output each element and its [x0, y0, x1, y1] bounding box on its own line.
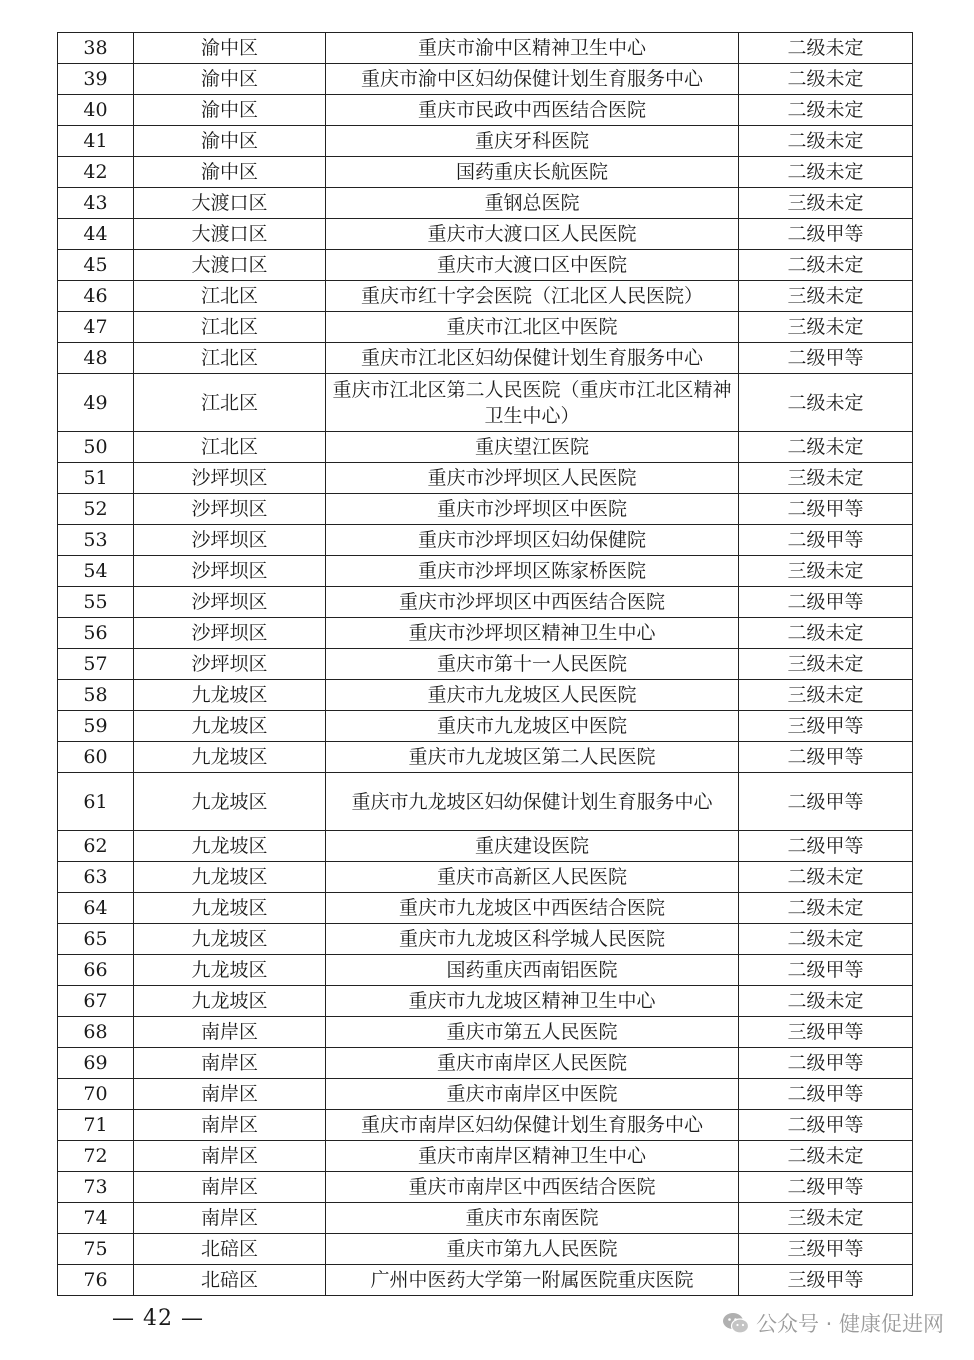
hospital-name-cell: 重庆市南岸区中医院 [326, 1079, 739, 1110]
grade-cell: 二级未定 [739, 374, 913, 432]
grade-cell: 二级未定 [739, 64, 913, 95]
grade-cell: 二级甲等 [739, 219, 913, 250]
district-cell: 南岸区 [134, 1203, 326, 1234]
district-cell: 渝中区 [134, 33, 326, 64]
hospital-name-cell: 国药重庆长航医院 [326, 157, 739, 188]
table-row [58, 831, 913, 862]
grade-cell: 二级未定 [739, 618, 913, 649]
hospital-name-cell: 重庆市江北区中医院 [326, 312, 739, 343]
district-cell: 九龙坡区 [134, 773, 326, 831]
grade-cell: 二级甲等 [739, 955, 913, 986]
hospital-name-cell: 国药重庆西南铝医院 [326, 955, 739, 986]
table-row [58, 742, 913, 773]
row-number-cell: 66 [58, 955, 134, 986]
row-number-cell: 71 [58, 1110, 134, 1141]
district-cell: 沙坪坝区 [134, 494, 326, 525]
hospital-name-cell: 重庆市渝中区妇幼保健计划生育服务中心 [326, 64, 739, 95]
hospital-name-cell: 重庆市九龙坡区中医院 [326, 711, 739, 742]
table-row [58, 986, 913, 1017]
table-row [58, 312, 913, 343]
row-number-cell: 57 [58, 649, 134, 680]
hospital-name-cell: 重庆牙科医院 [326, 126, 739, 157]
hospital-name-cell: 重庆市九龙坡区人民医院 [326, 680, 739, 711]
grade-cell: 三级未定 [739, 1203, 913, 1234]
row-number-cell: 39 [58, 64, 134, 95]
district-cell: 江北区 [134, 432, 326, 463]
district-cell: 九龙坡区 [134, 831, 326, 862]
row-number-cell: 62 [58, 831, 134, 862]
row-number-cell: 45 [58, 250, 134, 281]
grade-cell: 三级未定 [739, 281, 913, 312]
hospital-name-cell: 重庆市九龙坡区精神卫生中心 [326, 986, 739, 1017]
table-row [58, 343, 913, 374]
district-cell: 沙坪坝区 [134, 556, 326, 587]
district-cell: 渝中区 [134, 95, 326, 126]
watermark-text: 公众号 · 健康促进网 [755, 1312, 944, 1336]
grade-cell: 三级未定 [739, 188, 913, 219]
district-cell: 九龙坡区 [134, 893, 326, 924]
district-cell: 九龙坡区 [134, 955, 326, 986]
hospital-name-cell: 重庆建设医院 [326, 831, 739, 862]
row-number-cell: 47 [58, 312, 134, 343]
hospital-name-cell: 重庆市江北区第二人民医院（重庆市江北区精神卫生中心） [326, 374, 739, 432]
hospital-name-cell: 重庆市南岸区精神卫生中心 [326, 1141, 739, 1172]
district-cell: 江北区 [134, 343, 326, 374]
table-row [58, 618, 913, 649]
table-row [58, 95, 913, 126]
district-cell: 渝中区 [134, 157, 326, 188]
district-cell: 沙坪坝区 [134, 463, 326, 494]
grade-cell: 二级甲等 [739, 773, 913, 831]
table-row [58, 157, 913, 188]
hospital-name-cell: 重庆望江医院 [326, 432, 739, 463]
hospital-name-cell: 重庆市沙坪坝区人民医院 [326, 463, 739, 494]
district-cell: 大渡口区 [134, 188, 326, 219]
district-cell: 南岸区 [134, 1079, 326, 1110]
row-number-cell: 68 [58, 1017, 134, 1048]
row-number-cell: 53 [58, 525, 134, 556]
hospital-name-cell: 重庆市江北区妇幼保健计划生育服务中心 [326, 343, 739, 374]
table-row [58, 711, 913, 742]
district-cell: 沙坪坝区 [134, 618, 326, 649]
row-number-cell: 52 [58, 494, 134, 525]
hospital-name-cell: 重庆市沙坪坝区中医院 [326, 494, 739, 525]
row-number-cell: 73 [58, 1172, 134, 1203]
grade-cell: 三级未定 [739, 463, 913, 494]
district-cell: 九龙坡区 [134, 742, 326, 773]
hospital-name-cell: 重庆市九龙坡区中西医结合医院 [326, 893, 739, 924]
district-cell: 渝中区 [134, 126, 326, 157]
row-number-cell: 70 [58, 1079, 134, 1110]
table-row [58, 955, 913, 986]
grade-cell: 二级未定 [739, 250, 913, 281]
grade-cell: 二级未定 [739, 924, 913, 955]
row-number-cell: 40 [58, 95, 134, 126]
table-row [58, 1079, 913, 1110]
row-number-cell: 51 [58, 463, 134, 494]
table-row [58, 64, 913, 95]
grade-cell: 二级甲等 [739, 343, 913, 374]
hospital-name-cell: 重庆市第五人民医院 [326, 1017, 739, 1048]
row-number-cell: 59 [58, 711, 134, 742]
grade-cell: 二级未定 [739, 33, 913, 64]
table-row [58, 1048, 913, 1079]
table-row [58, 680, 913, 711]
hospital-table [57, 32, 913, 1296]
district-cell: 九龙坡区 [134, 862, 326, 893]
hospital-name-cell: 重庆市沙坪坝区陈家桥医院 [326, 556, 739, 587]
row-number-cell: 49 [58, 374, 134, 432]
table-row [58, 374, 913, 432]
hospital-name-cell: 重庆市南岸区中西医结合医院 [326, 1172, 739, 1203]
grade-cell: 二级甲等 [739, 742, 913, 773]
grade-cell: 三级甲等 [739, 711, 913, 742]
table-row [58, 1265, 913, 1296]
grade-cell: 二级甲等 [739, 831, 913, 862]
hospital-name-cell: 重庆市九龙坡区妇幼保健计划生育服务中心 [326, 773, 739, 831]
hospital-name-cell: 重庆市红十字会医院（江北区人民医院） [326, 281, 739, 312]
grade-cell: 二级未定 [739, 126, 913, 157]
hospital-name-cell: 重庆市九龙坡区第二人民医院 [326, 742, 739, 773]
row-number-cell: 72 [58, 1141, 134, 1172]
grade-cell: 二级未定 [739, 1141, 913, 1172]
table-row [58, 862, 913, 893]
district-cell: 南岸区 [134, 1110, 326, 1141]
district-cell: 北碚区 [134, 1234, 326, 1265]
table-row [58, 250, 913, 281]
table-row [58, 432, 913, 463]
row-number-cell: 48 [58, 343, 134, 374]
hospital-name-cell: 重庆市大渡口区中医院 [326, 250, 739, 281]
district-cell: 大渡口区 [134, 219, 326, 250]
table-row [58, 33, 913, 64]
row-number-cell: 56 [58, 618, 134, 649]
row-number-cell: 67 [58, 986, 134, 1017]
table-row [58, 494, 913, 525]
hospital-name-cell: 重庆市民政中西医结合医院 [326, 95, 739, 126]
grade-cell: 二级甲等 [739, 494, 913, 525]
grade-cell: 二级未定 [739, 157, 913, 188]
table-row [58, 773, 913, 831]
district-cell: 九龙坡区 [134, 711, 326, 742]
grade-cell: 二级甲等 [739, 1048, 913, 1079]
district-cell: 大渡口区 [134, 250, 326, 281]
watermark [722, 1308, 944, 1338]
table-row [58, 1141, 913, 1172]
grade-cell: 二级甲等 [739, 1110, 913, 1141]
table-row [58, 587, 913, 618]
hospital-name-cell: 广州中医药大学第一附属医院重庆医院 [326, 1265, 739, 1296]
row-number-cell: 42 [58, 157, 134, 188]
table-row [58, 525, 913, 556]
hospital-name-cell: 重庆市九龙坡区科学城人民医院 [326, 924, 739, 955]
hospital-name-cell: 重庆市大渡口区人民医院 [326, 219, 739, 250]
row-number-cell: 65 [58, 924, 134, 955]
table-row [58, 219, 913, 250]
table-row [58, 463, 913, 494]
district-cell: 南岸区 [134, 1141, 326, 1172]
hospital-name-cell: 重庆市第十一人民医院 [326, 649, 739, 680]
district-cell: 九龙坡区 [134, 986, 326, 1017]
district-cell: 九龙坡区 [134, 924, 326, 955]
row-number-cell: 74 [58, 1203, 134, 1234]
grade-cell: 二级甲等 [739, 525, 913, 556]
hospital-name-cell: 重庆市沙坪坝区妇幼保健院 [326, 525, 739, 556]
row-number-cell: 58 [58, 680, 134, 711]
grade-cell: 二级甲等 [739, 1079, 913, 1110]
grade-cell: 二级未定 [739, 986, 913, 1017]
row-number-cell: 44 [58, 219, 134, 250]
row-number-cell: 43 [58, 188, 134, 219]
grade-cell: 三级甲等 [739, 1265, 913, 1296]
row-number-cell: 46 [58, 281, 134, 312]
table-body [58, 33, 913, 1296]
page-number: — 42 — [112, 1306, 204, 1331]
district-cell: 北碚区 [134, 1265, 326, 1296]
row-number-cell: 69 [58, 1048, 134, 1079]
table-row [58, 924, 913, 955]
hospital-name-cell: 重庆市第九人民医院 [326, 1234, 739, 1265]
district-cell: 沙坪坝区 [134, 587, 326, 618]
row-number-cell: 64 [58, 893, 134, 924]
row-number-cell: 50 [58, 432, 134, 463]
row-number-cell: 76 [58, 1265, 134, 1296]
hospital-name-cell: 重庆市高新区人民医院 [326, 862, 739, 893]
grade-cell: 二级甲等 [739, 1172, 913, 1203]
table-row [58, 649, 913, 680]
table-row [58, 281, 913, 312]
district-cell: 渝中区 [134, 64, 326, 95]
district-cell: 南岸区 [134, 1048, 326, 1079]
table-row [58, 556, 913, 587]
hospital-name-cell: 重钢总医院 [326, 188, 739, 219]
grade-cell: 三级未定 [739, 649, 913, 680]
wechat-icon [722, 1311, 750, 1335]
grade-cell: 二级未定 [739, 432, 913, 463]
hospital-name-cell: 重庆市沙坪坝区中西医结合医院 [326, 587, 739, 618]
table-row [58, 126, 913, 157]
grade-cell: 二级甲等 [739, 587, 913, 618]
table-row [58, 1234, 913, 1265]
grade-cell: 二级未定 [739, 893, 913, 924]
table-row [58, 1110, 913, 1141]
table-row [58, 1017, 913, 1048]
grade-cell: 二级未定 [739, 862, 913, 893]
grade-cell: 三级甲等 [739, 1017, 913, 1048]
hospital-name-cell: 重庆市南岸区妇幼保健计划生育服务中心 [326, 1110, 739, 1141]
district-cell: 九龙坡区 [134, 680, 326, 711]
grade-cell: 三级未定 [739, 556, 913, 587]
hospital-name-cell: 重庆市南岸区人民医院 [326, 1048, 739, 1079]
grade-cell: 二级未定 [739, 95, 913, 126]
row-number-cell: 41 [58, 126, 134, 157]
table-row [58, 188, 913, 219]
hospital-name-cell: 重庆市东南医院 [326, 1203, 739, 1234]
row-number-cell: 63 [58, 862, 134, 893]
table-row [58, 893, 913, 924]
grade-cell: 三级甲等 [739, 1234, 913, 1265]
district-cell: 江北区 [134, 312, 326, 343]
row-number-cell: 55 [58, 587, 134, 618]
row-number-cell: 60 [58, 742, 134, 773]
row-number-cell: 61 [58, 773, 134, 831]
table-row [58, 1172, 913, 1203]
hospital-name-cell: 重庆市渝中区精神卫生中心 [326, 33, 739, 64]
row-number-cell: 75 [58, 1234, 134, 1265]
table-row [58, 1203, 913, 1234]
grade-cell: 三级未定 [739, 680, 913, 711]
district-cell: 江北区 [134, 281, 326, 312]
district-cell: 沙坪坝区 [134, 525, 326, 556]
row-number-cell: 54 [58, 556, 134, 587]
district-cell: 沙坪坝区 [134, 649, 326, 680]
district-cell: 南岸区 [134, 1017, 326, 1048]
grade-cell: 三级未定 [739, 312, 913, 343]
row-number-cell: 38 [58, 33, 134, 64]
hospital-name-cell: 重庆市沙坪坝区精神卫生中心 [326, 618, 739, 649]
district-cell: 南岸区 [134, 1172, 326, 1203]
district-cell: 江北区 [134, 374, 326, 432]
